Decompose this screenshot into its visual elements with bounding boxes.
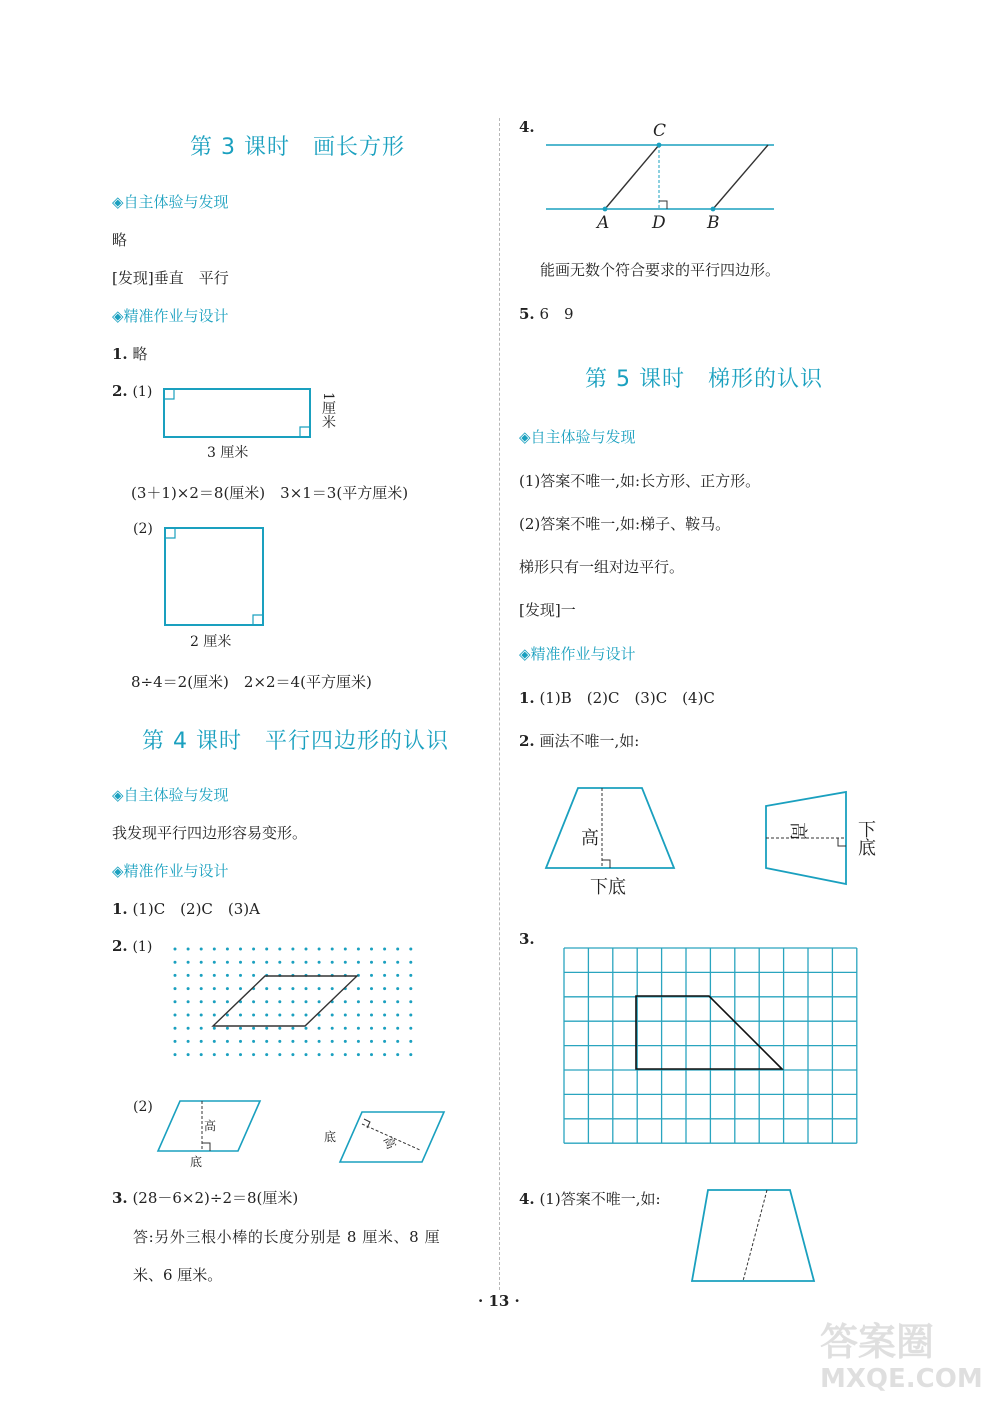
grid-dot: [318, 1027, 321, 1030]
grid-dot: [239, 961, 242, 964]
grid-dot: [200, 961, 203, 964]
grid-dot: [265, 1000, 268, 1003]
grid-dot: [383, 948, 386, 951]
grid-dot: [252, 1000, 255, 1003]
grid-dot: [265, 1014, 268, 1017]
parallel-lines-figure: [546, 140, 776, 215]
grid-dot: [291, 987, 294, 990]
grid-dot: [278, 1027, 281, 1030]
grid-dot: [187, 1040, 190, 1043]
page-number: · 13 ·: [478, 1292, 520, 1310]
watermark-line1: 答案圈: [820, 1320, 935, 1364]
grid-dot: [226, 987, 229, 990]
grid-dot: [396, 1014, 399, 1017]
grid-dot: [226, 1040, 229, 1043]
lesson3-discovery: [发现]垂直 平行: [112, 269, 229, 287]
grid-dot: [409, 1040, 412, 1043]
right-q4-num: 4.: [519, 118, 535, 136]
grid-dot: [278, 961, 281, 964]
grid-dot: [252, 948, 255, 951]
grid-dot: [213, 987, 216, 990]
lesson5-line2: (2)答案不唯一,如:梯子、鞍马。: [519, 515, 731, 533]
grid-dot: [344, 1040, 347, 1043]
grid-dot: [226, 961, 229, 964]
grid-dot: [174, 1000, 177, 1003]
lesson3-q2-label: 2. (1): [112, 382, 153, 400]
grid-dot: [278, 987, 281, 990]
watermark-line2: MXQE.COM: [820, 1364, 983, 1394]
grid-dot: [318, 961, 321, 964]
lesson4-section-homework: ◈精准作业与设计: [112, 862, 229, 880]
lesson5-title: 第 5 课时 梯形的认识: [585, 367, 823, 392]
grid-dot: [383, 1014, 386, 1017]
column-divider: [499, 118, 500, 1290]
parallelogram2-base-label: 底: [324, 1130, 337, 1144]
grid-dot: [187, 987, 190, 990]
grid-dot: [200, 1027, 203, 1030]
grid-dot: [265, 948, 268, 951]
lesson5-section-explore: ◈自主体验与发现: [519, 428, 636, 446]
grid-dot: [291, 948, 294, 951]
grid-dot: [344, 1014, 347, 1017]
grid-dot: [318, 1053, 321, 1056]
grid-dot: [265, 1040, 268, 1043]
square-figure: [164, 527, 264, 627]
grid-dot: [187, 974, 190, 977]
grid-dot: [383, 1053, 386, 1056]
grid-dot: [213, 1000, 216, 1003]
lesson4-q3-answer-line2: 米、6 厘米。: [133, 1266, 223, 1284]
lesson4-title: 第 4 课时 平行四边形的认识: [142, 729, 449, 754]
grid-dot: [291, 1040, 294, 1043]
grid-dot: [370, 1000, 373, 1003]
grid-dot: [318, 948, 321, 951]
grid-dot: [226, 1027, 229, 1030]
point-c-label: C: [653, 121, 667, 141]
grid-dot: [200, 1014, 203, 1017]
grid-dot: [383, 1027, 386, 1030]
grid-dot: [200, 974, 203, 977]
grid-dot: [200, 948, 203, 951]
grid-dot: [370, 1053, 373, 1056]
grid-dot: [357, 1014, 360, 1017]
grid-dot: [357, 961, 360, 964]
grid-dot: [318, 1000, 321, 1003]
grid-dot: [213, 974, 216, 977]
grid-dot: [265, 1027, 268, 1030]
grid-dot: [409, 1000, 412, 1003]
right-q5: 5. 6 9: [519, 305, 574, 323]
grid-dot: [409, 974, 412, 977]
lesson5-q2: 2. 画法不唯一,如:: [519, 732, 640, 750]
grid-dot: [226, 974, 229, 977]
grid-dot: [396, 1053, 399, 1056]
grid-dot: [344, 948, 347, 951]
grid-dot: [252, 1014, 255, 1017]
grid-dot: [305, 1027, 308, 1030]
trapezoid1-height-label: 高: [581, 828, 599, 849]
lesson4-q2-label: 2. (1): [112, 937, 153, 955]
lesson5-line1: (1)答案不唯一,如:长方形、正方形。: [519, 472, 761, 490]
grid-dot: [226, 948, 229, 951]
trapezoid-cut-figure: [692, 1188, 816, 1283]
grid-dot: [357, 1000, 360, 1003]
grid-dot: [291, 961, 294, 964]
grid-dot: [174, 1027, 177, 1030]
lesson5-q1: 1. (1)B (2)C (3)C (4)C: [519, 689, 715, 707]
rectangle-figure: [163, 388, 323, 438]
grid-dot: [357, 987, 360, 990]
grid-dot: [213, 1053, 216, 1056]
grid-dot: [187, 1027, 190, 1030]
grid-dot: [383, 974, 386, 977]
grid-dot: [174, 961, 177, 964]
grid-dot: [357, 1027, 360, 1030]
grid-dot: [305, 1053, 308, 1056]
lesson3-title: 第 3 课时 画长方形: [190, 135, 405, 160]
grid-dot: [252, 1040, 255, 1043]
grid-dot: [370, 1040, 373, 1043]
lesson4-discovery: 我发现平行四边形容易变形。: [112, 824, 308, 842]
grid-dot: [213, 948, 216, 951]
grid-dot: [396, 974, 399, 977]
grid-dot: [291, 1014, 294, 1017]
grid-dot: [357, 1040, 360, 1043]
lesson4-section-explore: ◈自主体验与发现: [112, 786, 229, 804]
grid-dot: [278, 1040, 281, 1043]
trapezoid2-base-label: 下底: [855, 820, 876, 856]
grid-dot: [252, 961, 255, 964]
grid-dot: [239, 987, 242, 990]
trapezoid2-height-label: 高: [787, 822, 808, 840]
grid-dot: [265, 961, 268, 964]
grid-dot: [344, 1027, 347, 1030]
grid-dot: [200, 1053, 203, 1056]
trapezoid1-base-label: 下底: [590, 877, 626, 898]
grid-dot: [305, 1000, 308, 1003]
grid-dot: [370, 961, 373, 964]
lesson4-q3-answer-line1: 答:另外三根小棒的长度分别是 8 厘米、8 厘: [133, 1228, 441, 1246]
grid-dot: [291, 1000, 294, 1003]
grid-dot: [318, 1040, 321, 1043]
grid-dot: [409, 948, 412, 951]
grid-dot: [396, 948, 399, 951]
lesson3-answer-lue: 略: [112, 231, 128, 249]
grid-dot: [187, 1053, 190, 1056]
grid-dot: [187, 948, 190, 951]
grid-dot: [187, 1014, 190, 1017]
grid-dot: [213, 1027, 216, 1030]
grid-dot: [370, 948, 373, 951]
grid-dot: [239, 1040, 242, 1043]
grid-dot: [278, 1053, 281, 1056]
grid-dot: [331, 987, 334, 990]
grid-dot: [370, 987, 373, 990]
lesson4-q2-part2: (2): [133, 1099, 153, 1115]
lesson3-q2-calc2: 8÷4＝2(厘米) 2×2＝4(平方厘米): [131, 673, 372, 691]
grid-dot: [174, 1014, 177, 1017]
grid-dot: [396, 1000, 399, 1003]
dot-grid-parallelogram: [170, 944, 430, 1070]
grid-dot: [305, 987, 308, 990]
square-grid-trapezoid: [563, 947, 857, 1144]
parallelogram1-base-label: 底: [190, 1155, 203, 1169]
lesson3-q2-calc1: (3＋1)×2＝8(厘米) 3×1＝3(平方厘米): [131, 484, 409, 502]
grid-dot: [174, 987, 177, 990]
grid-dot: [174, 1040, 177, 1043]
grid-dot: [370, 974, 373, 977]
grid-dot: [409, 961, 412, 964]
grid-dot: [409, 1053, 412, 1056]
grid-dot: [305, 948, 308, 951]
grid-dot: [278, 1014, 281, 1017]
grid-dot: [383, 961, 386, 964]
grid-dot: [278, 1000, 281, 1003]
grid-dot: [213, 1040, 216, 1043]
grid-dot: [226, 1053, 229, 1056]
rectangle-width-label: 3 厘米: [207, 445, 249, 461]
grid-dot: [409, 1014, 412, 1017]
grid-dot: [357, 1053, 360, 1056]
grid-dot: [396, 961, 399, 964]
grid-dot: [174, 948, 177, 951]
grid-dot: [396, 1040, 399, 1043]
lesson3-section-homework: ◈精准作业与设计: [112, 307, 229, 325]
grid-dot: [409, 987, 412, 990]
grid-dot: [200, 987, 203, 990]
grid-dot: [187, 1000, 190, 1003]
grid-dot: [239, 1053, 242, 1056]
grid-dot: [213, 961, 216, 964]
parallelogram2-height-label: 高: [380, 1134, 399, 1152]
grid-dot: [305, 1040, 308, 1043]
grid-dot: [409, 1027, 412, 1030]
grid-dot: [383, 1000, 386, 1003]
trapezoid-height-figure-1: [546, 786, 676, 870]
watermark-logo: [820, 1320, 985, 1400]
lesson5-section-homework: ◈精准作业与设计: [519, 645, 636, 663]
square-side-label: 2 厘米: [190, 634, 232, 650]
grid-dot: [344, 961, 347, 964]
grid-dot: [265, 987, 268, 990]
lesson3-q2-part2: (2): [133, 521, 153, 537]
grid-dot: [200, 1000, 203, 1003]
grid-dot: [239, 974, 242, 977]
grid-dot: [370, 1027, 373, 1030]
parallelogram1-height-label: 高: [204, 1119, 217, 1133]
grid-dot: [331, 1040, 334, 1043]
lesson4-q1: 1. (1)C (2)C (3)A: [112, 900, 260, 918]
grid-dot: [331, 1014, 334, 1017]
grid-dot: [305, 1014, 308, 1017]
right-q4-answer: 能画无数个符合要求的平行四边形。: [540, 261, 781, 279]
grid-dot: [396, 1027, 399, 1030]
point-b-label: B: [707, 213, 720, 233]
grid-dot: [252, 1027, 255, 1030]
grid-dot: [383, 1040, 386, 1043]
grid-dot: [239, 1027, 242, 1030]
grid-dot: [226, 1000, 229, 1003]
lesson5-line3: 梯形只有一组对边平行。: [519, 558, 685, 576]
grid-dot: [252, 1053, 255, 1056]
lesson5-discovery: [发现]一: [519, 601, 576, 619]
lesson3-q1: 1. 略: [112, 345, 148, 363]
lesson5-q3-num: 3.: [519, 930, 535, 948]
grid-dot: [187, 961, 190, 964]
grid-dot: [213, 1014, 216, 1017]
grid-dot: [174, 1053, 177, 1056]
grid-dot: [357, 948, 360, 951]
grid-dot: [331, 1027, 334, 1030]
grid-dot: [291, 1027, 294, 1030]
point-a-label: A: [597, 213, 610, 233]
lesson3-section-explore: ◈自主体验与发现: [112, 193, 229, 211]
grid-dot: [396, 987, 399, 990]
grid-dot: [331, 948, 334, 951]
grid-dot: [344, 1000, 347, 1003]
grid-dot: [239, 948, 242, 951]
grid-dot: [305, 961, 308, 964]
grid-dot: [291, 1053, 294, 1056]
grid-dot: [278, 948, 281, 951]
grid-dot: [318, 987, 321, 990]
grid-dot: [331, 961, 334, 964]
grid-dot: [252, 974, 255, 977]
grid-dot: [331, 1053, 334, 1056]
rectangle-height-label: 1厘米: [320, 392, 336, 429]
grid-dot: [383, 987, 386, 990]
grid-dot: [200, 1040, 203, 1043]
grid-dot: [344, 1053, 347, 1056]
grid-dot: [239, 1014, 242, 1017]
lesson4-q3: 3. (28－6×2)÷2＝8(厘米): [112, 1189, 299, 1207]
point-d-label: D: [652, 213, 666, 233]
grid-dot: [265, 1053, 268, 1056]
lesson5-q4: 4. (1)答案不唯一,如:: [519, 1190, 661, 1208]
grid-dot: [370, 1014, 373, 1017]
grid-dot: [174, 974, 177, 977]
